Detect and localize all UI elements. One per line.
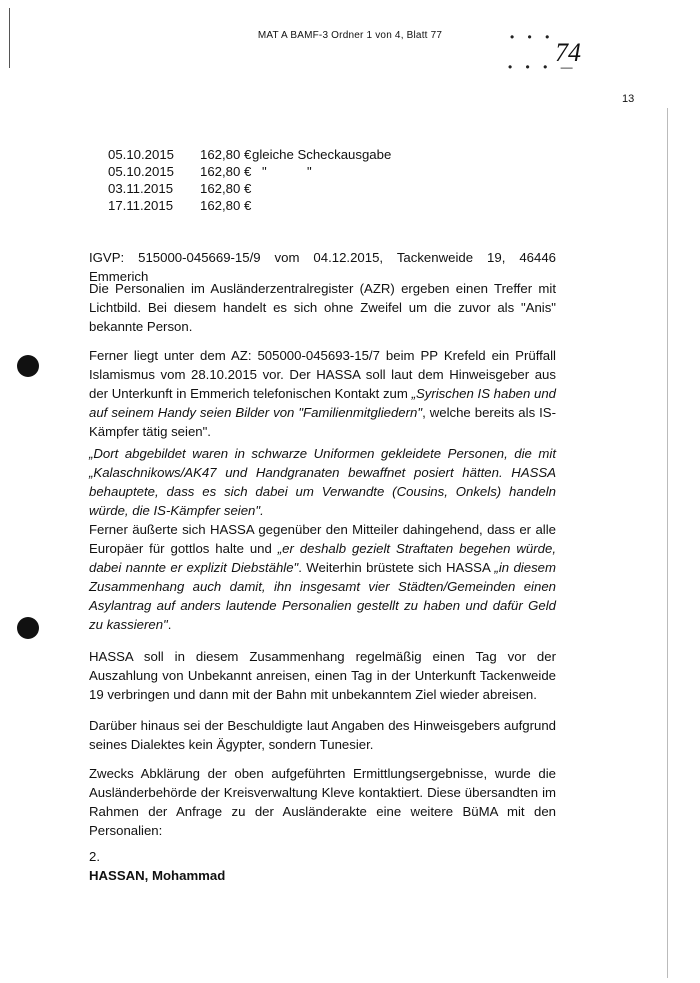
paragraph-text: Darüber hinaus sei der Beschuldigte laut Angaben des Hinweisgebers aufgrund seines Dialektes kein Ägypter, sondern Tunesier.	[89, 718, 556, 752]
paragraph-pruefall	[89, 346, 556, 441]
payment-date: 03.11.2015	[108, 181, 174, 196]
payment-amount: 162,80 €	[200, 181, 252, 196]
payment-note: gleiche Scheckausgabe	[252, 147, 392, 162]
paragraph-text	[89, 346, 556, 441]
paragraph-quote	[89, 444, 556, 520]
paragraph-travel	[89, 647, 556, 704]
paragraph-text: Zwecks Abklärung der oben aufgeführten Ermittlungsergebnisse, wurde die Ausländerbehörde der Kreisverwaltung Kleve kontaktiert. Diese übersandten im Rahmen der Anfrage zu der Ausländerakte eine weitere BüMA mit den Personalien:	[89, 766, 556, 838]
quoted-text: „Syrischen IS haben und auf seinem Handy seien Bilder von "Familienmitgliedern"	[89, 386, 556, 420]
text-run: Ferner äußerte sich HASSA gegenüber den Mitteiler dahingehend, dass er alle Europäer für gottlos halte und	[89, 522, 556, 556]
paragraph-azr-result	[89, 279, 556, 336]
quoted-text: „er deshalb gezielt Straftaten begehen würde, dabei nannte er explizit Diebstähle"	[89, 541, 556, 575]
payment-note	[252, 181, 391, 198]
document-reference: MAT A BAMF-3 Ordner 1 von 4, Blatt 77	[257, 30, 443, 41]
paragraph-text	[89, 520, 556, 634]
payment-table	[108, 147, 391, 215]
text-run: . Weiterhin brüstete sich HASSA	[298, 560, 495, 575]
list-number: 2.	[89, 849, 100, 864]
quoted-text: „in diesem Zusammenhang auch damit, ihn insgesamt vier Städten/Gemeinden einen Asylantrag auf anders lautende Personalien gestellt zu haben und dafür Geld zu kassieren"	[89, 560, 556, 632]
payment-amount: 162,80 €	[200, 147, 252, 162]
page-number: 13	[622, 93, 635, 105]
punch-hole-mark	[17, 617, 39, 639]
payment-note	[252, 198, 391, 215]
scan-noise-dots: • • •	[510, 30, 555, 44]
payment-row	[108, 147, 391, 164]
payment-amount: 162,80 €	[200, 198, 252, 213]
payment-amount: 162,80 €	[200, 164, 252, 179]
scan-edge-line-right	[667, 108, 668, 978]
paragraph-text: Die Personalien im Ausländerzentralregister (AZR) ergeben einen Treffer mit Lichtbild. Bei diesem handelt es sich ohne Zweifel um die zuvor als "Anis" bekannte Person.	[89, 281, 556, 334]
text-run: .	[167, 617, 172, 632]
paragraph-text: HASSA soll in diesem Zusammenhang regelmäßig einen Tag vor der Auszahlung von Unbekannt anreisen, einen Tag in der Unterkunft Tackenweide 19 verbringen und dann mit der Bahn mit unbekanntem Ziel wieder abreisen.	[89, 649, 556, 702]
quoted-text: „Dort abgebildet waren in schwarze Uniformen gekleidete Personen, die mit „Kalaschnikows/AK47 und Handgranaten bewaffnet posiert hätten. HASSA behauptete, dass es sich dabei um Verwandte (Cousins, Onkels) handeln würde, die IS-Kämpfer seien".	[89, 446, 556, 518]
text-run: Ferner liegt unter dem AZ: 505000-045693-15/7 beim PP Krefeld ein Prüffall Islamismus vom 28.10.2015 vor. Der HASSA soll laut dem Hinweisgeber aus der Unterkunft in Emmerich telefonischen Kontakt zum	[89, 348, 556, 401]
payment-date: 05.10.2015	[108, 164, 175, 179]
text-run: , welche bereits als IS-Kämpfer tätig seien".	[89, 405, 556, 439]
paragraph-authority	[89, 764, 556, 840]
payment-row	[108, 181, 391, 198]
paragraph-dialect	[89, 716, 556, 754]
sheet-stamp-number: 74	[555, 38, 581, 67]
payment-date: 05.10.2015	[108, 147, 175, 162]
payment-row	[108, 164, 391, 181]
scan-noise-dots: • • • —	[508, 60, 578, 74]
payment-row	[108, 198, 391, 215]
person-name: HASSAN, Mohammad	[89, 868, 226, 883]
punch-hole-mark	[17, 355, 39, 377]
payment-note: " "	[262, 164, 312, 179]
igvp-reference-line: IGVP: 515000-045669-15/9 vom 04.12.2015, Tackenweide 19, 46446 Emmerich	[89, 250, 556, 284]
paragraph-statements	[89, 520, 556, 634]
payment-date: 17.11.2015	[108, 198, 174, 213]
